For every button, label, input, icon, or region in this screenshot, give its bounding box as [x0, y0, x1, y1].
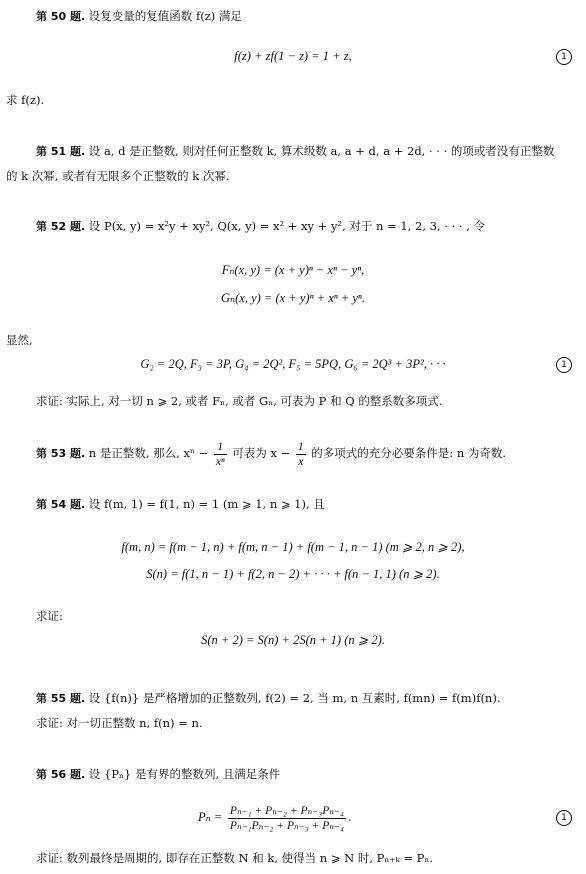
- problem-54-equation-recursion: f(m, n) = f(m − 1, n) + f(m, n − 1) + f(m − 1, n − 1) (m ⩾ 2, n ⩾ 2),: [121, 540, 465, 554]
- problem-52-equation-F: Fₙ(x, y) = (x + y)ⁿ − xⁿ − yⁿ,: [221, 263, 365, 277]
- problem-52-heading: 第 52 题.: [36, 220, 86, 233]
- problem-55-prove: 求证: 对一切正整数 n, f(n) = n.: [36, 716, 203, 730]
- problem-53-heading: 第 53 题.: [36, 447, 86, 460]
- problem-52-equation-G: Gₙ(x, y) = (x + y)ⁿ + xⁿ + yⁿ.: [221, 291, 365, 305]
- problem-54-statement: [36, 496, 325, 513]
- fraction-one-over-x: [296, 440, 306, 469]
- problem-52-text: 设 P(x, y) = x²y + xy², Q(x, y) = x² + xy + y², 对于 n = 1, 2, 3, · · · , 令: [85, 219, 486, 233]
- problem-54-text: 设 f(m, 1) = f(1, n) = 1 (m ⩾ 1, n ⩾ 1), 且: [85, 497, 325, 511]
- problem-50-statement: [36, 8, 242, 25]
- problem-55-text: 设 {f(n)} 是严格增加的正整数列, f(2) = 2, 当 m, n 互素时, f(mn) = f(m)f(n).: [85, 691, 501, 705]
- problem-56-equation: [198, 801, 352, 833]
- problem-50-text: 设复变量的复值函数 f(z) 满足: [85, 9, 242, 23]
- problem-56-statement: [36, 766, 280, 783]
- problem-51-line1: 设 a, d 是正整数, 则对任何正整数 k, 算术级数 a, a + d, a + 2d, · · · 的项或者没有正整数: [85, 144, 555, 158]
- problem-55-statement: [36, 690, 500, 707]
- problem-52-statement: [36, 218, 485, 235]
- problem-53-statement: [36, 438, 506, 469]
- problem-53-text-1: n 是正整数, 那么, xⁿ −: [85, 446, 209, 460]
- fraction-numerator: 1: [297, 440, 304, 453]
- problem-51-statement: [36, 143, 554, 160]
- problem-56-heading: 第 56 题.: [36, 768, 86, 781]
- problem-56-text: 设 {Pₙ} 是有界的整数列, 且满足条件: [85, 767, 281, 781]
- problem-56-fraction: [228, 804, 346, 833]
- problem-51-heading: 第 51 题.: [36, 145, 86, 158]
- problem-56-lhs: Pₙ =: [198, 810, 223, 824]
- fraction-denominator: x: [298, 455, 304, 468]
- equation-number-badge: 1: [556, 49, 572, 65]
- problem-52-prove: 求证: 实际上, 对一切 n ⩾ 2, 或者 Fₙ, 或者 Gₙ, 可表为 P 和 Q 的整系数多项式.: [36, 394, 443, 408]
- problem-54-heading: 第 54 题.: [36, 498, 86, 511]
- problem-51-line2: 的 k 次幂, 或者有无限多个正整数的 k 次幂.: [6, 169, 230, 183]
- fraction-numerator: Pₙ₋₁ + Pₙ₋₂ + Pₙ₋₃Pₙ₋₄: [229, 804, 344, 817]
- fraction-denominator: Pₙ₋₁Pₙ₋₂ + Pₙ₋₃ + Pₙ₋₄: [229, 819, 344, 832]
- problem-52-obvious: 显然,: [6, 333, 33, 347]
- problem-56-period: .: [347, 810, 352, 824]
- problem-50-equation: f(z) + zf(1 − z) = 1 + z,: [234, 49, 352, 63]
- problem-56-prove: 求证: 数列最终是周期的, 即存在正整数 N 和 k, 使得当 n ⩾ N 时, Pₙ₊ₖ = Pₙ.: [36, 851, 433, 865]
- problem-54-equation-sum: S(n) = f(1, n − 1) + f(2, n − 2) + · · · + f(n − 1, 1) (n ⩾ 2).: [146, 567, 440, 581]
- problem-54-equation-result: S(n + 2) = S(n) + 2S(n + 1) (n ⩾ 2).: [201, 633, 385, 647]
- fraction-one-over-x-n: [214, 440, 227, 469]
- problem-52-equation-list: G₂ = 2Q, F₃ = 3P, G₄ = 2Q², F₅ = 5PQ, G₆ = 2Q³ + 3P², · · ·: [140, 357, 446, 371]
- problem-55-heading: 第 55 题.: [36, 692, 86, 705]
- fraction-denominator: xⁿ: [215, 455, 225, 468]
- equation-number-badge: 1: [556, 810, 572, 826]
- problem-50-question: 求 f(z).: [6, 93, 45, 107]
- equation-number-badge: 1: [556, 357, 572, 373]
- problem-53-text-3: 的多项式的充分必要条件是: n 为奇数.: [311, 446, 507, 460]
- problem-50-heading: 第 50 题.: [36, 10, 86, 23]
- problem-53-text-2: 可表为 x −: [232, 446, 291, 460]
- problem-54-prove: 求证:: [36, 609, 63, 623]
- fraction-numerator: 1: [214, 440, 227, 455]
